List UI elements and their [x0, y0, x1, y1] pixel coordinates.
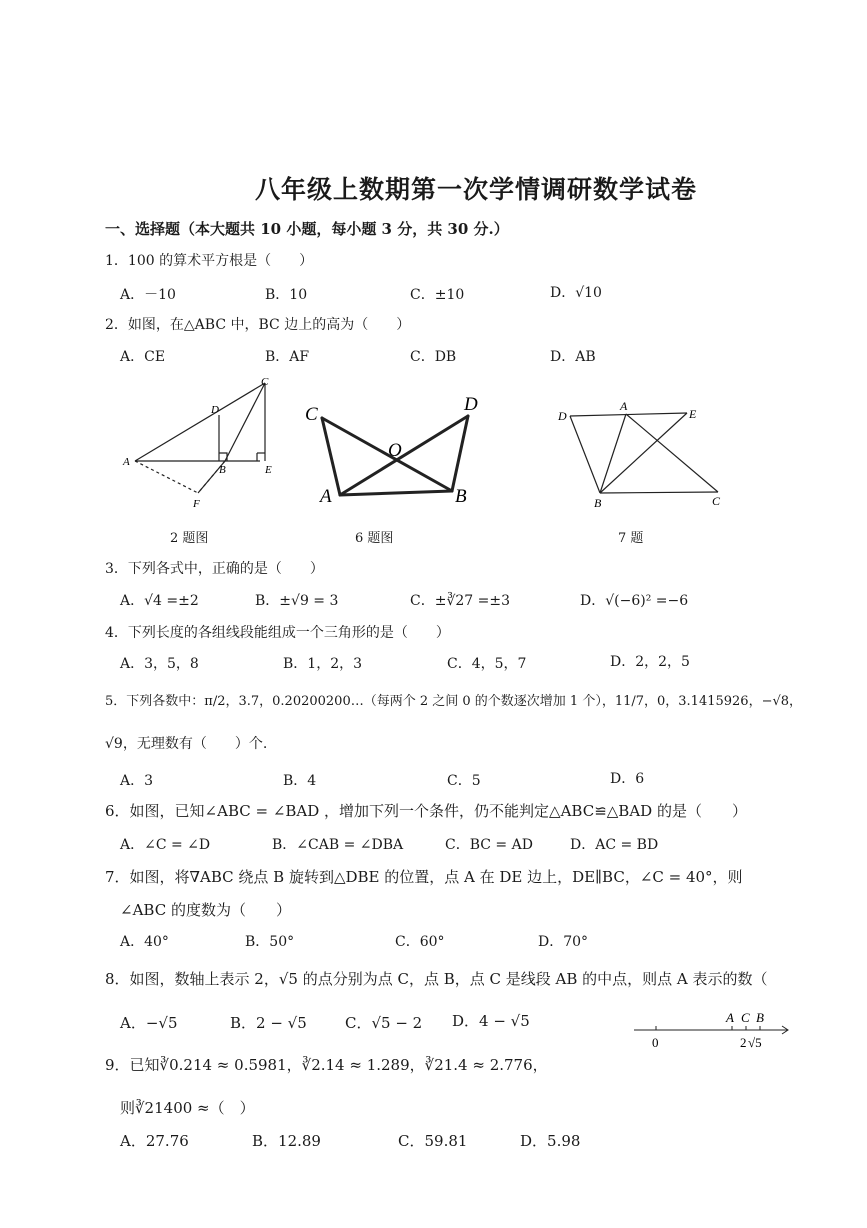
- question-3-option-d: D．√(−6)² =−6: [580, 593, 689, 609]
- numberline-label-sqrt5: √5: [748, 1035, 762, 1050]
- fig6-label-c: C: [305, 404, 318, 425]
- question-2-option-c: C．DB: [410, 349, 457, 365]
- question-9-option-a: A．27.76: [120, 1132, 189, 1150]
- question-7-stem-continued: ∠ABC 的度数为（ ）: [120, 901, 291, 919]
- question-2-option-b: B．AF: [265, 349, 310, 365]
- question-6-option-a: A．∠C = ∠D: [120, 837, 211, 853]
- question-6-option-b: B．∠CAB = ∠DBA: [272, 837, 404, 853]
- question-4-option-d: D．2，2，5: [610, 654, 690, 670]
- question-1-option-a: A．－10: [120, 287, 176, 303]
- question-4-option-c: C．4，5，7: [447, 656, 527, 672]
- fig7-label-a: A: [620, 399, 628, 413]
- question-9-stem: 9．已知∛0.214 ≈ 0.5981，∛2.14 ≈ 1.289，∛21.4 ≈ 2.776，: [105, 1056, 548, 1074]
- question-4-option-a: A．3，5，8: [120, 656, 199, 672]
- question-1-option-b: B．10: [265, 287, 308, 303]
- figure-7-diagram: [550, 395, 730, 515]
- question-9-stem-continued: 则∛21400 ≈（ ）: [120, 1099, 255, 1117]
- question-8-option-c: C．√5 − 2: [345, 1014, 423, 1032]
- question-2-option-a: A．CE: [120, 349, 166, 365]
- question-3-option-b: B．±√9 = 3: [255, 593, 339, 609]
- question-7-option-a: A．40°: [120, 934, 169, 950]
- question-1-option-c: C．±10: [410, 287, 465, 303]
- question-5-option-b: B．4: [283, 773, 317, 789]
- numberline-label-a: A: [726, 1010, 734, 1025]
- question-7-option-b: B．50°: [245, 934, 295, 950]
- question-6-stem: 6．如图，已知∠ABC = ∠BAD ，增加下列一个条件，仍不能判定△ABC≌△BAD 的是（ ）: [105, 802, 747, 820]
- numberline-label-two: 2: [740, 1035, 747, 1050]
- question-3-option-c: C．±∛27 =±3: [410, 593, 510, 609]
- fig2-label-d: D: [211, 404, 219, 416]
- fig2-label-b: B: [219, 464, 226, 476]
- figure-6-diagram: [300, 388, 500, 513]
- question-7-option-d: D．70°: [538, 934, 589, 950]
- number-line-figure: [630, 1005, 795, 1055]
- question-8-option-d: D．4 − √5: [452, 1012, 530, 1030]
- figure-2-diagram: [115, 375, 290, 515]
- question-9-option-b: B．12.89: [252, 1132, 321, 1150]
- question-8-option-a: A．−√5: [120, 1014, 178, 1032]
- fig2-label-c: C: [261, 376, 269, 388]
- numberline-label-b: B: [756, 1010, 764, 1025]
- question-9-option-c: C．59.81: [398, 1132, 468, 1150]
- question-8-option-b: B．2 − √5: [230, 1014, 307, 1032]
- figure-2-caption: 2 题图: [170, 531, 209, 546]
- question-7-option-c: C．60°: [395, 934, 445, 950]
- question-2-option-d: D．AB: [550, 349, 596, 365]
- fig6-label-o: O: [388, 440, 402, 461]
- question-7-stem: 7．如图，将∇ABC 绕点 B 旋转到△DBE 的位置，点 A 在 DE 边上，DE∥BC，∠C = 40°，则: [105, 868, 743, 886]
- fig7-label-d: D: [558, 409, 567, 423]
- question-6-option-c: C．BC = AD: [445, 837, 533, 853]
- exam-title: 八年级上数期第一次学情调研数学试卷: [255, 175, 698, 204]
- question-1-stem: 1．100 的算术平方根是（ ）: [105, 253, 314, 269]
- figure-7-caption: 7 题: [618, 531, 644, 546]
- question-5-option-d: D．6: [610, 771, 645, 787]
- question-6-option-d: D．AC = BD: [570, 837, 659, 853]
- fig6-label-b: B: [455, 486, 467, 507]
- figure-6-caption: 6 题图: [355, 531, 394, 546]
- question-3-stem: 3．下列各式中，正确的是（ ）: [105, 561, 324, 577]
- fig2-label-f: F: [193, 498, 200, 510]
- question-5-option-c: C．5: [447, 773, 481, 789]
- fig7-label-c: C: [712, 494, 721, 508]
- fig6-label-a: A: [320, 486, 332, 507]
- section-heading: 一、选择题（本大题共 10 小题，每小题 3 分，共 30 分.）: [105, 220, 509, 238]
- fig2-label-e: E: [265, 464, 272, 476]
- question-4-option-b: B．1，2，3: [283, 656, 363, 672]
- question-5-option-a: A．3: [120, 773, 154, 789]
- question-8-stem: 8．如图，数轴上表示 2，√5 的点分别为点 C，点 B，点 C 是线段 AB 的中点，则点 A 表示的数（: [105, 970, 768, 988]
- question-4-stem: 4．下列长度的各组线段能组成一个三角形的是（ ）: [105, 625, 450, 641]
- question-5-stem-continued: √9，无理数有（ ）个.: [105, 736, 268, 752]
- fig6-label-d: D: [464, 394, 478, 415]
- question-2-stem: 2．如图，在△ABC 中，BC 边上的高为（ ）: [105, 317, 411, 333]
- fig7-label-b: B: [594, 496, 602, 510]
- numberline-label-zero: 0: [652, 1035, 659, 1050]
- fig2-label-a: A: [123, 456, 130, 468]
- question-3-option-a: A．√4 =±2: [120, 593, 199, 609]
- question-1-option-d: D．√10: [550, 285, 602, 301]
- question-9-option-d: D．5.98: [520, 1132, 581, 1150]
- numberline-label-c: C: [741, 1010, 750, 1025]
- fig7-label-e: E: [689, 407, 697, 421]
- question-5-stem: 5．下列各数中：π/2，3.7，0.20200200…（每两个 2 之间 0 的个数逐次增加 1 个），11/7，0，3.1415926，−√8，: [105, 694, 803, 709]
